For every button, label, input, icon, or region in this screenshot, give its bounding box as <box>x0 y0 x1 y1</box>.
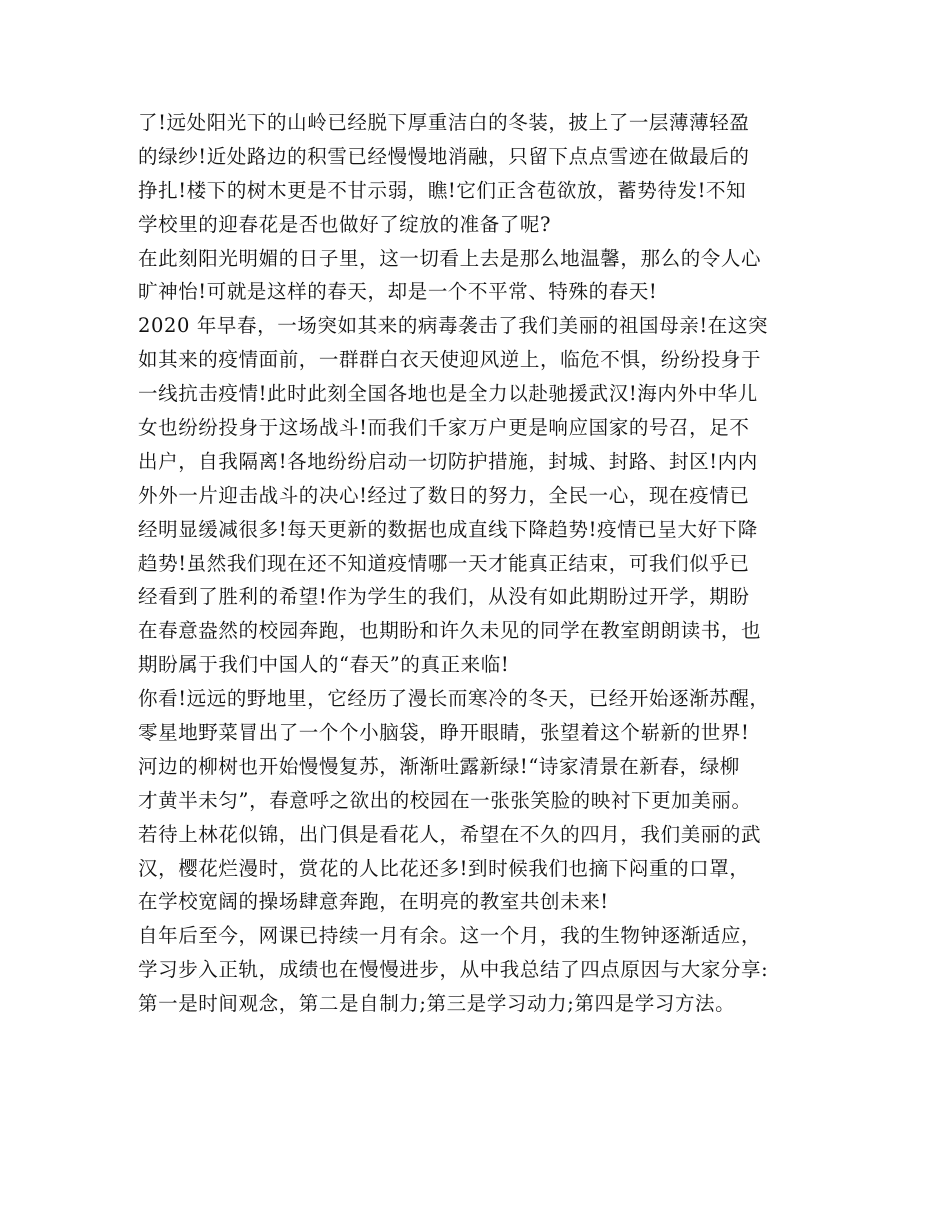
text-line: 第一是时间观念，第二是自制力;第三是学习动力;第四是学习方法。 <box>138 992 736 1016</box>
text-line: 2020 年早春，一场突如其来的病毒袭击了我们美丽的祖国母亲!在这突 <box>138 314 769 338</box>
text-line: 挣扎!楼下的树木更是不甘示弱，瞧!它们正含苞欲放，蓄势待发!不知 <box>138 178 747 202</box>
text-line: 自年后至今，网课已持续一月有余。这一个月，我的生物钟逐渐适应， <box>138 924 762 948</box>
text-line: 学习步入正轨，成绩也在慢慢进步，从中我总结了四点原因与大家分享: <box>138 958 769 982</box>
text-line: 期盼属于我们中国人的“春天”的真正来临! <box>138 653 510 677</box>
text-line: 出户，自我隔离!各地纷纷启动一切防护措施，封城、封路、封区!内内 <box>138 449 758 473</box>
text-line: 趋势!虽然我们现在还不知道疫情哪一天才能真正结束，可我们似乎已 <box>138 551 750 575</box>
text-line: 在春意盎然的校园奔跑，也期盼和许久未见的同学在教室朗朗读书，也 <box>138 619 762 643</box>
text-line: 学校里的迎春花是否也做好了绽放的准备了呢? <box>138 212 552 236</box>
document-body <box>138 106 818 1021</box>
text-line: 汉，樱花烂漫时，赏花的人比花还多!到时候我们也摘下闷重的口罩， <box>138 856 750 880</box>
text-line: 的绿纱!近处路边的积雪已经慢慢地消融，只留下点点雪迹在做最后的 <box>138 144 750 168</box>
text-line: 如其来的疫情面前，一群群白衣天使迎风逆上，临危不惧，纷纷投身于 <box>138 348 762 372</box>
text-line: 在学校宽阔的操场肆意奔跑，在明亮的教室共创未来! <box>138 890 609 914</box>
text-line: 一线抗击疫情!此时此刻全国各地也是全力以赴驰援武汉!海内外中华儿 <box>138 382 758 406</box>
text-line: 若待上林花似锦，出门俱是看花人，希望在不久的四月，我们美丽的武 <box>138 822 762 846</box>
text-line: 你看!远远的野地里，它经历了漫长而寒冷的冬天，已经开始逐渐苏醒， <box>138 687 770 711</box>
text-line: 才黄半未匀”，春意呼之欲出的校园在一张张笑脸的映衬下更加美丽。 <box>138 788 752 812</box>
text-line: 女也纷纷投身于这场战斗!而我们千家万户更是响应国家的号召，足不 <box>138 416 750 440</box>
text-line: 了!远处阳光下的山岭已经脱下厚重洁白的冬装，披上了一层薄薄轻盈 <box>138 111 750 134</box>
text-line: 河边的柳树也开始慢慢复苏，渐渐吐露新绿!“诗家清景在新春，绿柳 <box>138 754 740 778</box>
text-line: 经看到了胜利的希望!作为学生的我们，从没有如此期盼过开学，期盼 <box>138 585 750 609</box>
text-line: 在此刻阳光明媚的日子里，这一切看上去是那么地温馨，那么的令人心 <box>138 246 762 270</box>
text-line: 经明显缓减很多!每天更新的数据也成直线下降趋势!疫情已呈大好下降 <box>138 517 758 541</box>
text-line: 零星地野菜冒出了一个个小脑袋，睁开眼睛，张望着这个崭新的世界! <box>138 721 750 745</box>
text-line: 旷神怡!可就是这样的春天，却是一个不平常、特殊的春天! <box>138 280 658 304</box>
text-line: 外外一片迎击战斗的决心!经过了数日的努力，全民一心，现在疫情已 <box>138 483 750 507</box>
